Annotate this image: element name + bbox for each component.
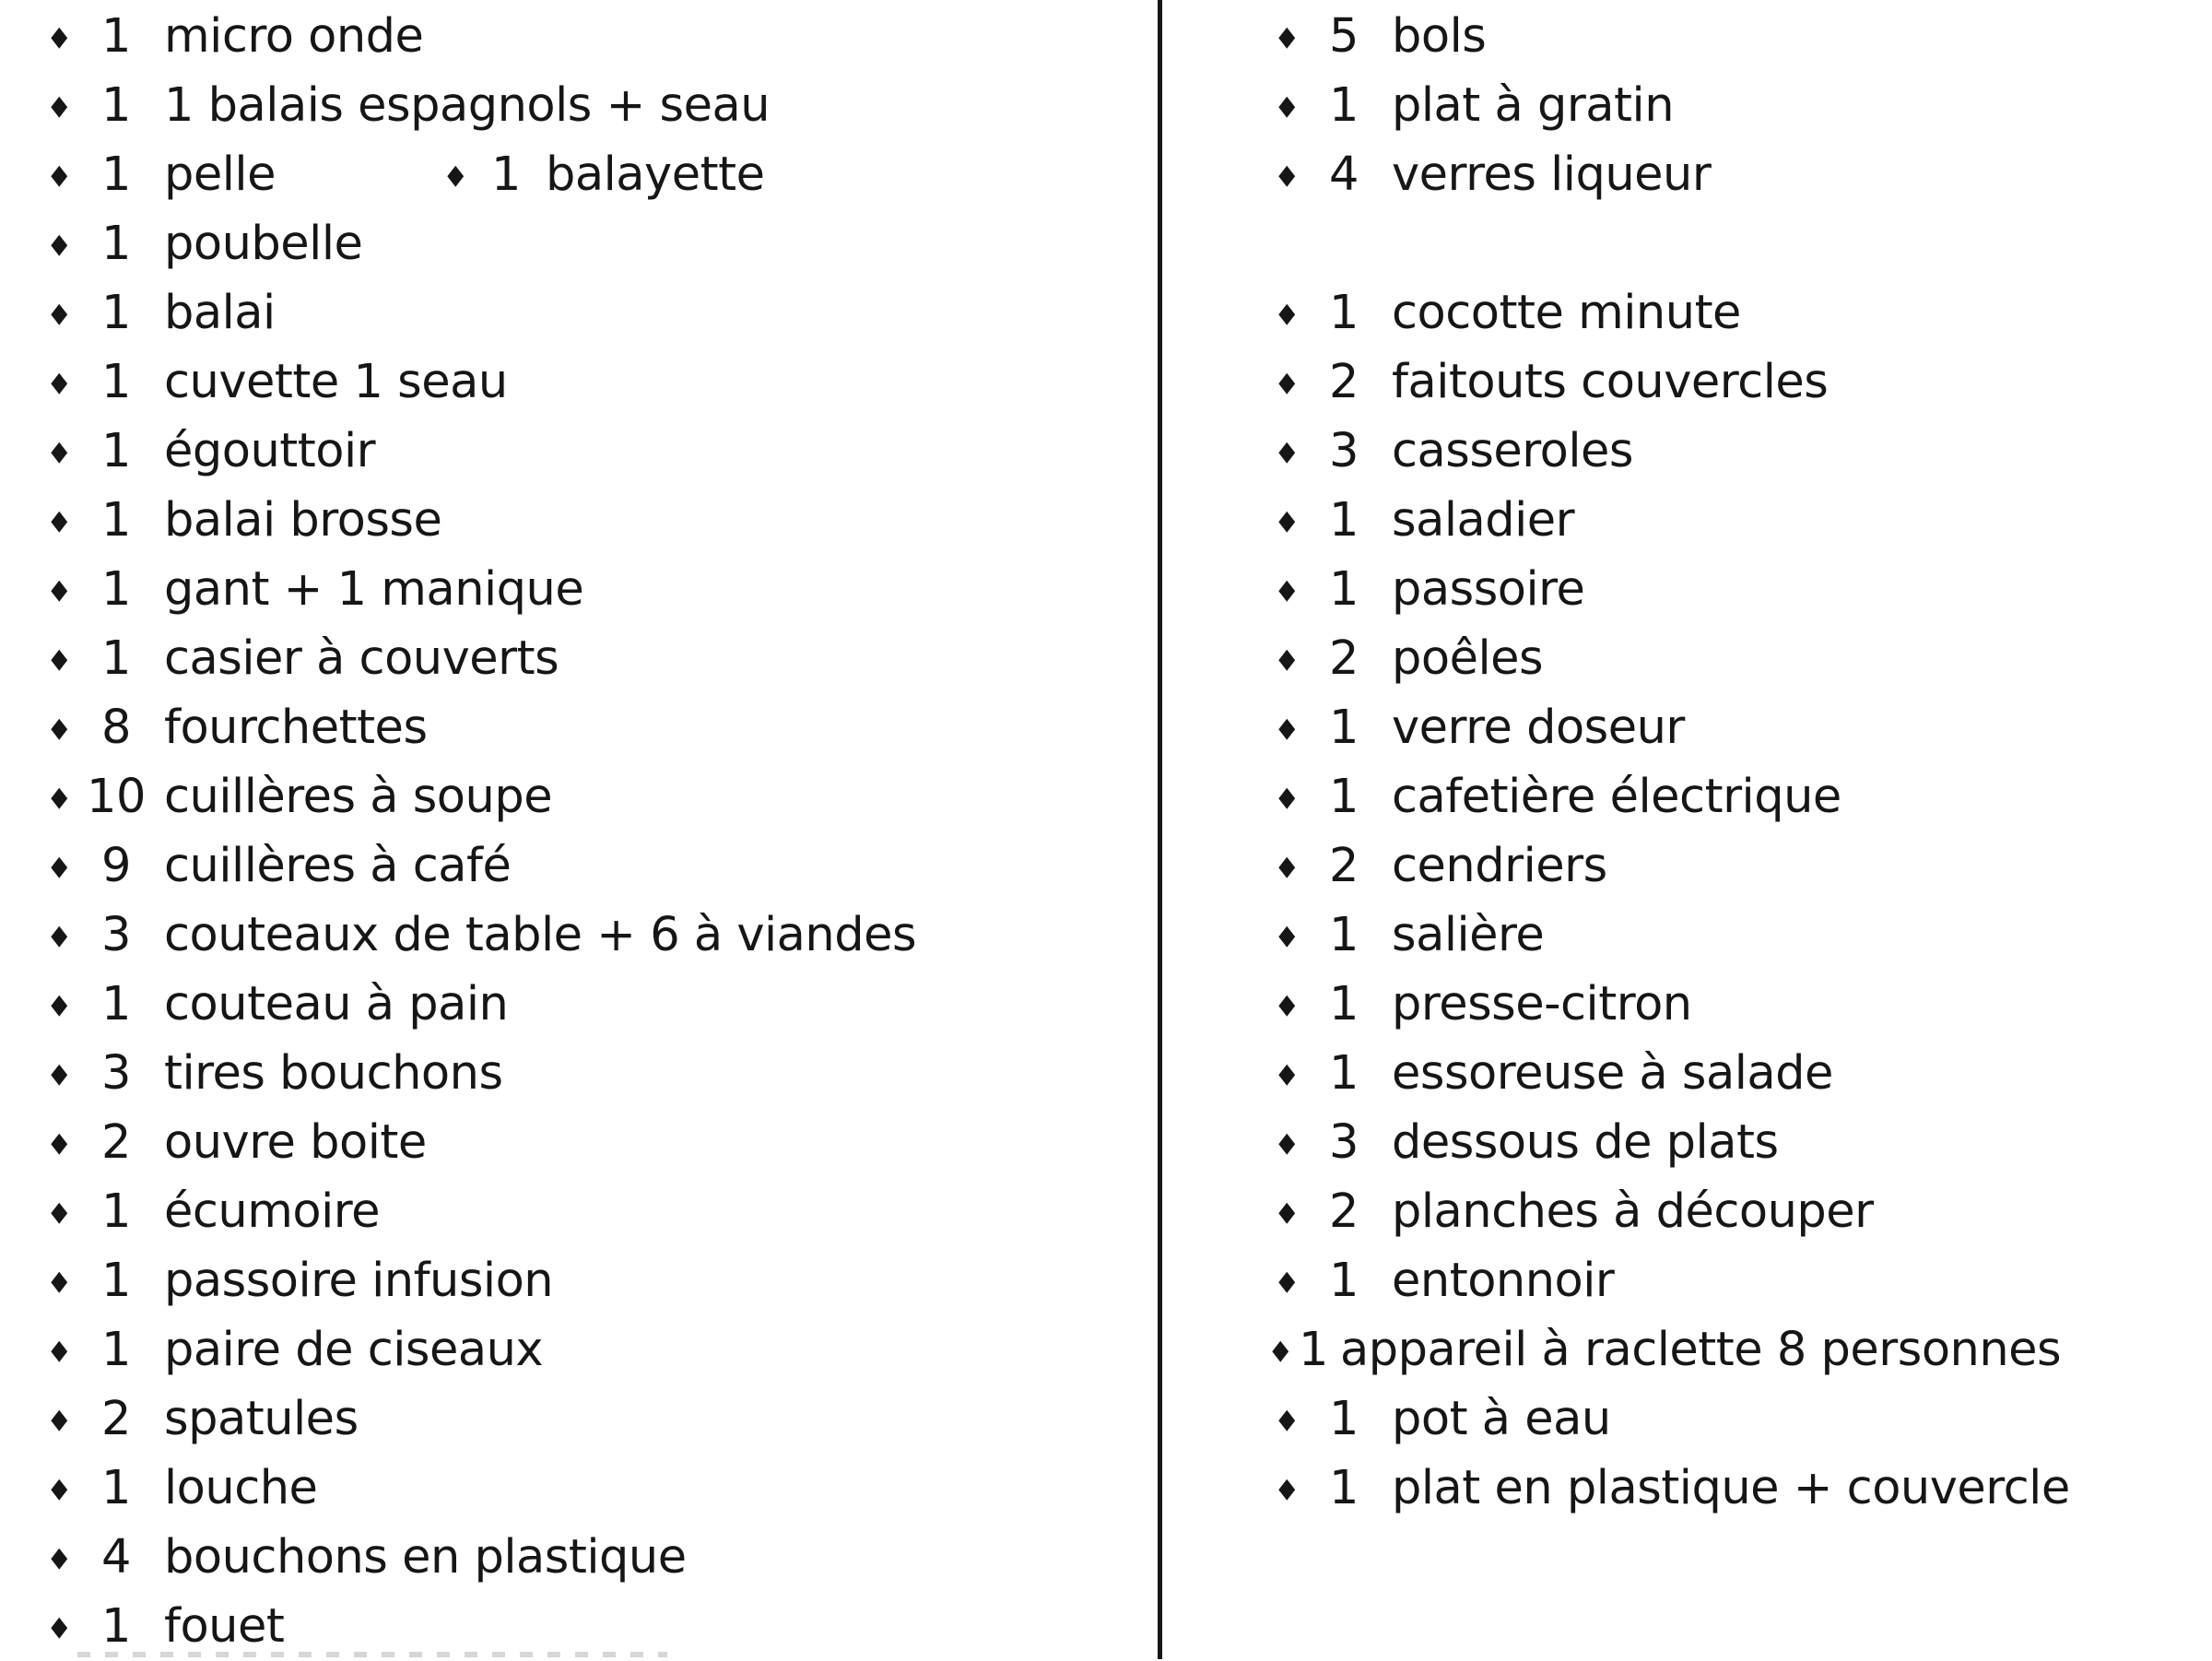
item-quantity: 2 <box>101 1392 131 1446</box>
inventory-right-column <box>1268 2 2070 1523</box>
list-item <box>41 1523 916 1592</box>
diamond-bullet-icon: ◆ <box>1278 1402 1295 1435</box>
list-item <box>1268 693 2070 762</box>
item-quantity: 1 <box>101 355 131 409</box>
item-label: 1 balais espagnols + seau <box>164 78 771 133</box>
item-label: cuvette 1 seau <box>164 355 508 409</box>
item-label: louche <box>164 1461 318 1515</box>
list-item <box>41 1315 916 1384</box>
item-label: couteau à pain <box>164 977 509 1031</box>
diamond-bullet-icon: ◆ <box>51 987 67 1020</box>
diamond-bullet-icon: ◆ <box>1278 158 1295 191</box>
list-item <box>1268 1454 2070 1523</box>
list-item <box>41 1454 916 1523</box>
item-label: essoreuse à salade <box>1392 1046 1833 1101</box>
diamond-bullet-icon: ◆ <box>51 503 67 536</box>
item-label: pelle <box>164 147 276 202</box>
item-quantity: 1 <box>1329 562 1359 617</box>
list-item <box>1268 2 2070 71</box>
item-quantity: 1 <box>101 631 131 686</box>
list-item <box>1268 140 2070 209</box>
item-label: ouvre boite <box>164 1115 427 1170</box>
list-item <box>1268 1246 2070 1315</box>
list-item <box>41 1592 916 1661</box>
list-item <box>1268 1039 2070 1108</box>
item-quantity: 5 <box>1329 9 1359 64</box>
diamond-bullet-icon: ◆ <box>1278 987 1295 1020</box>
diamond-bullet-icon: ◆ <box>1278 88 1295 122</box>
item-label: faitouts couvercles <box>1392 355 1829 409</box>
item-quantity: 1 <box>1329 1392 1359 1446</box>
list-item <box>41 901 916 970</box>
diamond-bullet-icon: ◆ <box>51 1333 67 1366</box>
diamond-bullet-icon: ◆ <box>1278 296 1295 329</box>
item-label: saladier <box>1392 493 1575 548</box>
item-label: pot à eau <box>1392 1392 1611 1446</box>
item-label: casseroles <box>1392 424 1633 478</box>
diamond-bullet-icon: ◆ <box>1278 1125 1295 1159</box>
diamond-bullet-icon: ◆ <box>51 158 67 191</box>
diamond-bullet-icon: ◆ <box>51 918 67 951</box>
item-quantity: 1 <box>1329 908 1359 962</box>
item-quantity: 1 <box>1329 701 1359 755</box>
column-divider-line <box>1158 0 1162 1659</box>
list-item <box>41 1384 916 1454</box>
diamond-bullet-icon: ◆ <box>51 1125 67 1159</box>
list-item <box>41 624 916 693</box>
list-item <box>41 831 916 901</box>
list-item <box>1268 831 2070 901</box>
diamond-bullet-icon: ◆ <box>51 642 67 675</box>
diamond-bullet-icon: ◆ <box>51 19 67 53</box>
list-item <box>1268 970 2070 1039</box>
item-quantity: 1 <box>101 9 131 64</box>
item-label: cendriers <box>1392 839 1607 893</box>
item-label: fouet <box>164 1599 285 1654</box>
item-quantity: 1 <box>1329 770 1359 824</box>
list-item <box>1268 278 2070 348</box>
diamond-bullet-icon: ◆ <box>1278 1195 1295 1228</box>
item-quantity: 1 <box>101 286 131 340</box>
item-label: plat en plastique + couvercle <box>1392 1461 2070 1515</box>
item-label: tires bouchons <box>164 1046 503 1101</box>
list-item <box>41 555 916 624</box>
list-item <box>1268 348 2070 417</box>
item-quantity: 1 <box>101 424 131 478</box>
diamond-bullet-icon: ◆ <box>51 572 67 606</box>
item-label: poêles <box>1392 631 1544 686</box>
item-quantity: 1 <box>101 78 131 133</box>
list-item <box>41 209 916 278</box>
diamond-bullet-icon: ◆ <box>1278 1471 1295 1504</box>
item-quantity: 3 <box>1329 1115 1359 1170</box>
item-label: plat à gratin <box>1392 78 1675 133</box>
diamond-bullet-icon: ◆ <box>1272 1333 1288 1366</box>
item-label: couteaux de table + 6 à viandes <box>164 908 917 962</box>
list-item <box>41 71 916 140</box>
item-label: cocotte minute <box>1392 286 1741 340</box>
item-label: casier à couverts <box>164 631 559 686</box>
diamond-bullet-icon: ◆ <box>1278 434 1295 467</box>
list-item <box>41 693 916 762</box>
item-label: bouchons en plastique <box>164 1530 687 1584</box>
diamond-bullet-icon: ◆ <box>1278 503 1295 536</box>
diamond-bullet-icon: ◆ <box>1278 780 1295 813</box>
list-item <box>1268 1177 2070 1246</box>
item-quantity: 4 <box>1329 147 1359 202</box>
list-item <box>41 348 916 417</box>
list-item <box>41 762 916 831</box>
list-item <box>1268 1108 2070 1177</box>
diamond-bullet-icon: ◆ <box>51 1471 67 1504</box>
diamond-bullet-icon: ◆ <box>1278 642 1295 675</box>
item-quantity: 2 <box>1329 839 1359 893</box>
item-quantity: 1 <box>101 977 131 1031</box>
list-item <box>1268 1384 2070 1454</box>
item-quantity: 1 <box>101 1461 131 1515</box>
list-item <box>41 140 916 209</box>
item-label: dessous de plats <box>1392 1115 1779 1170</box>
item-quantity: 3 <box>101 1046 131 1101</box>
diamond-bullet-icon: ◆ <box>1278 572 1295 606</box>
list-item <box>1268 209 2070 278</box>
item-label: verre doseur <box>1392 701 1685 755</box>
diamond-bullet-icon: ◆ <box>447 158 464 191</box>
diamond-bullet-icon: ◆ <box>1278 365 1295 398</box>
item-label: paire de ciseaux <box>164 1323 544 1377</box>
list-item <box>1268 901 2070 970</box>
list-item <box>41 278 916 348</box>
item-quantity: 1 <box>1329 1046 1359 1101</box>
diamond-bullet-icon: ◆ <box>51 1540 67 1573</box>
item-quantity: 1 <box>101 217 131 271</box>
inline-extra-item <box>437 140 764 209</box>
cutoff-row-hint <box>77 1652 667 1657</box>
item-quantity: 1 <box>101 493 131 548</box>
item-label: appareil à raclette 8 personnes <box>1340 1323 2062 1377</box>
list-item <box>1268 417 2070 486</box>
list-item <box>41 1039 916 1108</box>
item-quantity: 1 <box>1329 286 1359 340</box>
item-label: entonnoir <box>1392 1254 1615 1308</box>
item-label: fourchettes <box>164 701 428 755</box>
item-quantity: 3 <box>1329 424 1359 478</box>
item-quantity: 1 <box>1329 1254 1359 1308</box>
item-quantity: 2 <box>1329 631 1359 686</box>
list-item <box>41 417 916 486</box>
item-quantity: 1 <box>1329 1461 1359 1515</box>
item-label: spatules <box>164 1392 359 1446</box>
item-quantity: 2 <box>101 1115 131 1170</box>
item-quantity: 1 <box>101 562 131 617</box>
list-item <box>41 486 916 555</box>
item-label: cafetière électrique <box>1392 770 1841 824</box>
list-item <box>1268 624 2070 693</box>
diamond-bullet-icon: ◆ <box>51 434 67 467</box>
item-quantity: 1 <box>101 1323 131 1377</box>
list-item <box>41 1177 916 1246</box>
diamond-bullet-icon: ◆ <box>51 1195 67 1228</box>
list-item <box>41 1246 916 1315</box>
list-item <box>41 970 916 1039</box>
diamond-bullet-icon: ◆ <box>51 849 67 882</box>
item-label: micro onde <box>164 9 424 64</box>
list-item <box>41 1108 916 1177</box>
item-quantity: 2 <box>1329 1184 1359 1239</box>
item-label: presse-citron <box>1392 977 1692 1031</box>
item-quantity: 9 <box>101 839 131 893</box>
item-label: balayette <box>546 147 765 202</box>
item-quantity: 1 <box>101 1599 131 1654</box>
list-item <box>1268 486 2070 555</box>
item-quantity: 3 <box>101 908 131 962</box>
item-quantity: 1 <box>1329 977 1359 1031</box>
list-item <box>1268 762 2070 831</box>
item-quantity: 8 <box>101 701 131 755</box>
item-quantity: 1 <box>1329 493 1359 548</box>
diamond-bullet-icon: ◆ <box>51 365 67 398</box>
item-quantity: 1 <box>101 1184 131 1239</box>
diamond-bullet-icon: ◆ <box>51 1264 67 1297</box>
item-label: balai <box>164 286 276 340</box>
item-label: égouttoir <box>164 424 376 478</box>
diamond-bullet-icon: ◆ <box>51 780 67 813</box>
diamond-bullet-icon: ◆ <box>1278 849 1295 882</box>
item-quantity: 10 <box>87 770 146 824</box>
item-label: passoire infusion <box>164 1254 554 1308</box>
item-quantity: 1 <box>1299 1323 1328 1377</box>
item-label: gant + 1 manique <box>164 562 584 617</box>
item-quantity: 1 <box>101 1254 131 1308</box>
diamond-bullet-icon: ◆ <box>1278 918 1295 951</box>
diamond-bullet-icon: ◆ <box>1278 19 1295 53</box>
list-item <box>1268 1315 2070 1384</box>
list-item <box>1268 555 2070 624</box>
diamond-bullet-icon: ◆ <box>51 227 67 260</box>
list-item <box>41 2 916 71</box>
diamond-bullet-icon: ◆ <box>51 1056 67 1090</box>
item-quantity: 4 <box>101 1530 131 1584</box>
diamond-bullet-icon: ◆ <box>1278 1264 1295 1297</box>
inventory-left-column <box>41 2 916 1661</box>
item-label: balai brosse <box>164 493 442 548</box>
item-label: passoire <box>1392 562 1585 617</box>
diamond-bullet-icon: ◆ <box>51 1402 67 1435</box>
item-label: planches à découper <box>1392 1184 1874 1239</box>
diamond-bullet-icon: ◆ <box>51 296 67 329</box>
item-label: cuillères à soupe <box>164 770 553 824</box>
item-quantity: 1 <box>101 147 131 202</box>
diamond-bullet-icon: ◆ <box>1278 1056 1295 1090</box>
diamond-bullet-icon: ◆ <box>1278 711 1295 744</box>
item-label: écumoire <box>164 1184 381 1239</box>
item-quantity: 2 <box>1329 355 1359 409</box>
item-quantity: 1 <box>1329 78 1359 133</box>
item-label: poubelle <box>164 217 363 271</box>
list-item <box>1268 71 2070 140</box>
diamond-bullet-icon: ◆ <box>51 1609 67 1643</box>
item-label: cuillères à café <box>164 839 512 893</box>
item-label: verres liqueur <box>1392 147 1712 202</box>
item-label: bols <box>1392 9 1487 64</box>
item-quantity: 1 <box>491 147 521 202</box>
diamond-bullet-icon: ◆ <box>51 88 67 122</box>
item-label: salière <box>1392 908 1545 962</box>
diamond-bullet-icon: ◆ <box>51 711 67 744</box>
